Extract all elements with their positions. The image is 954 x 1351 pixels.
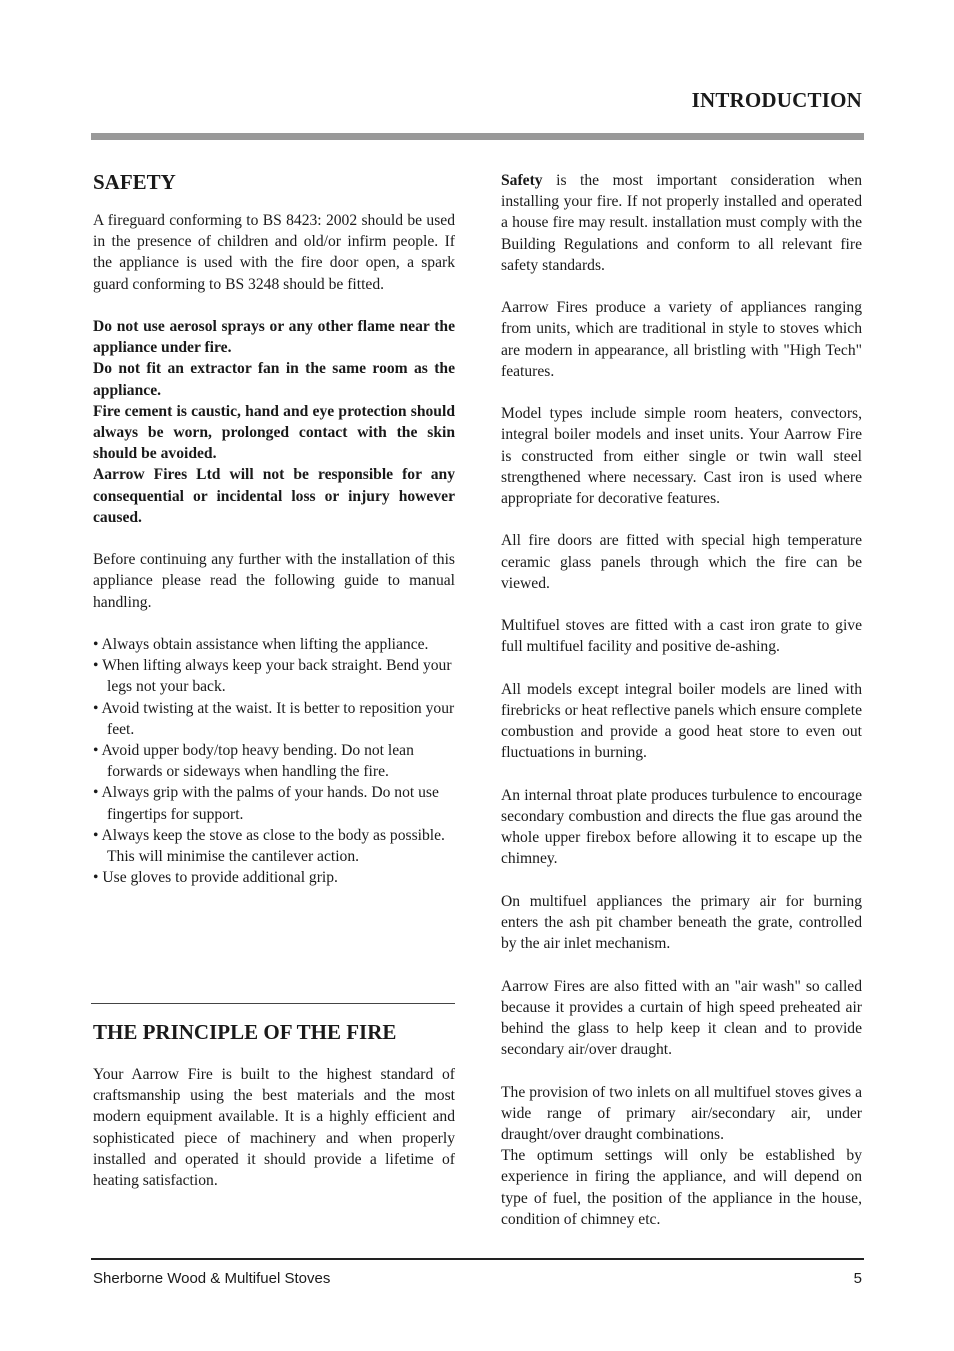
safety-lead-word: Safety [501, 172, 543, 189]
warning-extractor-fan: Do not fit an extractor fan in the same room as the appliance. [93, 360, 455, 399]
footer-rule [91, 1258, 864, 1260]
warning-fire-cement: Fire cement is caustic, hand and eye protection should always be worn, prolonged contact with the skin should be avoided. [93, 402, 455, 463]
handling-intro: Before continuing any further with the installation of this appliance please read the following guide to manual handling. [93, 551, 455, 611]
principle-heading: THE PRINCIPLE OF THE FIRE [93, 1020, 397, 1044]
page-title: INTRODUCTION [691, 88, 862, 112]
safety-consideration-paragraph [501, 170, 862, 276]
model-types-paragraph: Model types include simple room heaters, convectors, integral boiler models and inset units. Your Aarrow Fire is constructed from either single or twin wall steel strengthened where necessary. Cast iron is used where appropriate for decorative features. [501, 405, 862, 508]
list-item: • Use gloves to provide additional grip. [93, 869, 338, 887]
list-item: • Avoid upper body/top heavy bending. Do not lean forwards or sideways when handling the fire. [93, 742, 414, 781]
air-wash-paragraph: Aarrow Fires are also fitted with an "air wash" so called because it provides a curtain of high speed preheated air behind the glass to help keep it clean and to provide secondary air/over draught. [501, 977, 862, 1059]
principle-text: Your Aarrow Fire is built to the highest standard of craftsmanship using the best materials and the most modern equipment available. It is a highly efficient and sophisticated piece of machinery and when properly installed and operated it should provide a lifetime of heating satisfaction. [93, 1066, 455, 1190]
warning-aerosol: Do not use aerosol sprays or any other flame near the appliance under fire. [93, 318, 455, 357]
appliance-range-paragraph: Aarrow Fires produce a variety of appliances ranging from units, which are traditional in style to stoves which are modern in appearance, all bristling with "High Tech" features. [501, 299, 862, 380]
left-column [93, 168, 455, 888]
list-item: • Always grip with the palms of your hands. Do not use fingertips for support. [93, 784, 439, 823]
header-rule [91, 133, 864, 140]
safety-intro: A fireguard conforming to BS 8423: 2002 should be used in the presence of children and old/or infirm people. If the appliance is used with the fire door open, a spark guard conforming to BS 3248 should be fitted. [93, 212, 455, 293]
primary-air-paragraph: On multifuel appliances the primary air for burning enters the ash pit chamber beneath the grate, controlled by the air inlet mechanism. [501, 892, 862, 953]
section-divider [91, 1003, 455, 1004]
firebricks-paragraph: All models except integral boiler models are lined with firebricks or heat reflective panels which ensure complete combustion and provide a good heat store to even out fluctuations in burning. [501, 680, 862, 762]
throat-plate-paragraph: An internal throat plate produces turbulence to encourage secondary combustion and directs the flue gas around the whole upper firebox before allowing it to escape up the chimney. [501, 786, 862, 868]
safety-consideration-text: is the most important consideration when installing your fire. If not properly installed and operated a house fire may result. installation must comply with the Building Regulations and conform to all relevant fire safety standards. [501, 172, 862, 274]
list-item: • Always keep the stove as close to the body as possible. This will minimise the cantilever action. [93, 826, 445, 866]
handling-list [93, 634, 455, 888]
fire-doors-paragraph: All fire doors are fitted with special high temperature ceramic glass panels through which the fire can be viewed. [501, 532, 862, 592]
right-column [501, 170, 862, 1230]
warning-liability: Aarrow Fires Ltd will not be responsible for any consequential or incidental loss or injury however caused. [93, 466, 455, 526]
optimum-settings-paragraph: The optimum settings will only be established by experience in firing the appliance, and will depend on type of fuel, the position of the appliance in the house, condition of chimney etc. [501, 1147, 862, 1228]
safety-heading: SAFETY [93, 170, 176, 194]
footer-document-title: Sherborne Wood & Multifuel Stoves [93, 1270, 331, 1287]
list-item: • When lifting always keep your back straight. Bend your legs not your back. [93, 657, 452, 696]
page-number: 5 [853, 1270, 862, 1287]
list-item: • Always obtain assistance when lifting the appliance. [93, 636, 429, 654]
list-item: • Avoid twisting at the waist. It is better to reposition your feet. [93, 699, 455, 738]
inlets-paragraph: The provision of two inlets on all multifuel stoves gives a wide range of primary air/secondary air, under draught/over draught combinations. [501, 1083, 862, 1143]
principle-section [93, 1018, 455, 1191]
multifuel-grate-paragraph: Multifuel stoves are fitted with a cast iron grate to give full multifuel facility and positive de-ashing. [501, 617, 862, 656]
